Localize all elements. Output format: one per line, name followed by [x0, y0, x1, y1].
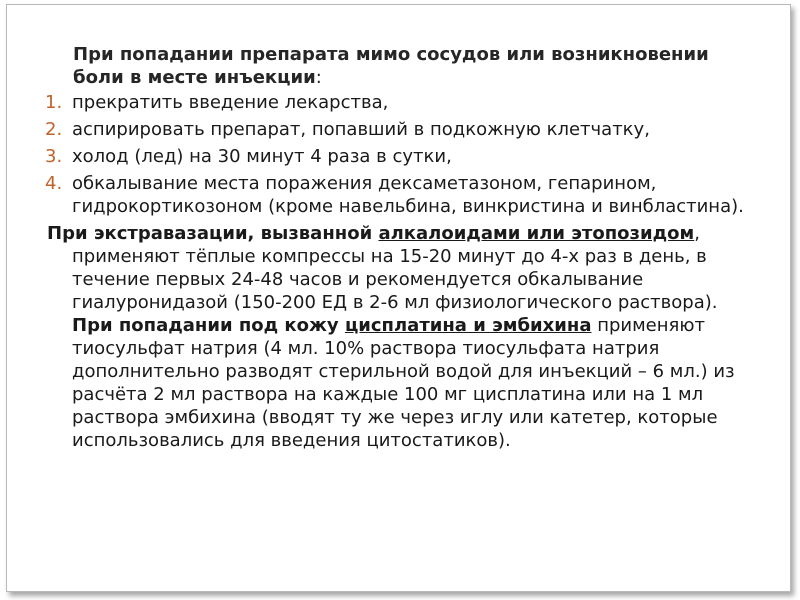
steps-list [45, 91, 765, 218]
list-item-text: аспирировать препарат, попавший в подкожную клетчатку, [72, 119, 650, 140]
paragraph-lead: При попадании под кожу [72, 315, 345, 336]
paragraph-rest: , применяют тёплые компрессы на 15-20 минут до 4-х раз в день, в течение первых 24-48 часов и рекомендуется обкалывание гиалуронидазой (150-200 ЕД в 2-6 мл физиологического раствора). [72, 223, 718, 313]
list-item [45, 91, 765, 114]
list-item-number: 3. [45, 146, 63, 167]
list-item-text: холод (лед) на 30 минут 4 раза в сутки, [72, 146, 452, 167]
list-item-text: прекратить введение лекарства, [72, 92, 389, 113]
extravasation-alkaloids-paragraph [45, 222, 765, 314]
list-item [45, 118, 765, 141]
paragraph-lead: При экстравазации, вызванной [47, 223, 379, 244]
heading-text: При попадании препарата мимо сосудов или возникновении боли в месте инъекции [73, 44, 709, 88]
list-item [45, 145, 765, 168]
section-heading [45, 43, 765, 89]
list-item-text: обкалывание места поражения дексаметазоном, гепарином, гидрокортикозоном (кроме навельбина, винкристина и винбластина). [72, 173, 744, 217]
heading-colon: : [315, 67, 322, 88]
paragraph-rest: применяют тиосульфат натрия (4 мл. 10% раствора тиосульфата натрия дополнительно разводят стерильной водой для инъекций – 6 мл.) из расчёта 2 мл раствора на каждые 100 мг цисплатина или на 1 мл раствора эмбихина (вводят ту же через иглу или катетер, которые использовались для введения цитостатиков). [72, 315, 735, 451]
underlined-term: цисплатина и эмбихина [344, 315, 592, 336]
list-item [45, 172, 765, 218]
cisplatin-paragraph [45, 314, 765, 452]
list-item-number: 2. [45, 119, 63, 140]
underlined-term: алкалоидами или этопозидом [378, 223, 695, 244]
list-item-number: 4. [45, 173, 63, 194]
slide-frame [6, 4, 791, 592]
slide-content [45, 43, 765, 452]
list-item-number: 1. [45, 92, 63, 113]
